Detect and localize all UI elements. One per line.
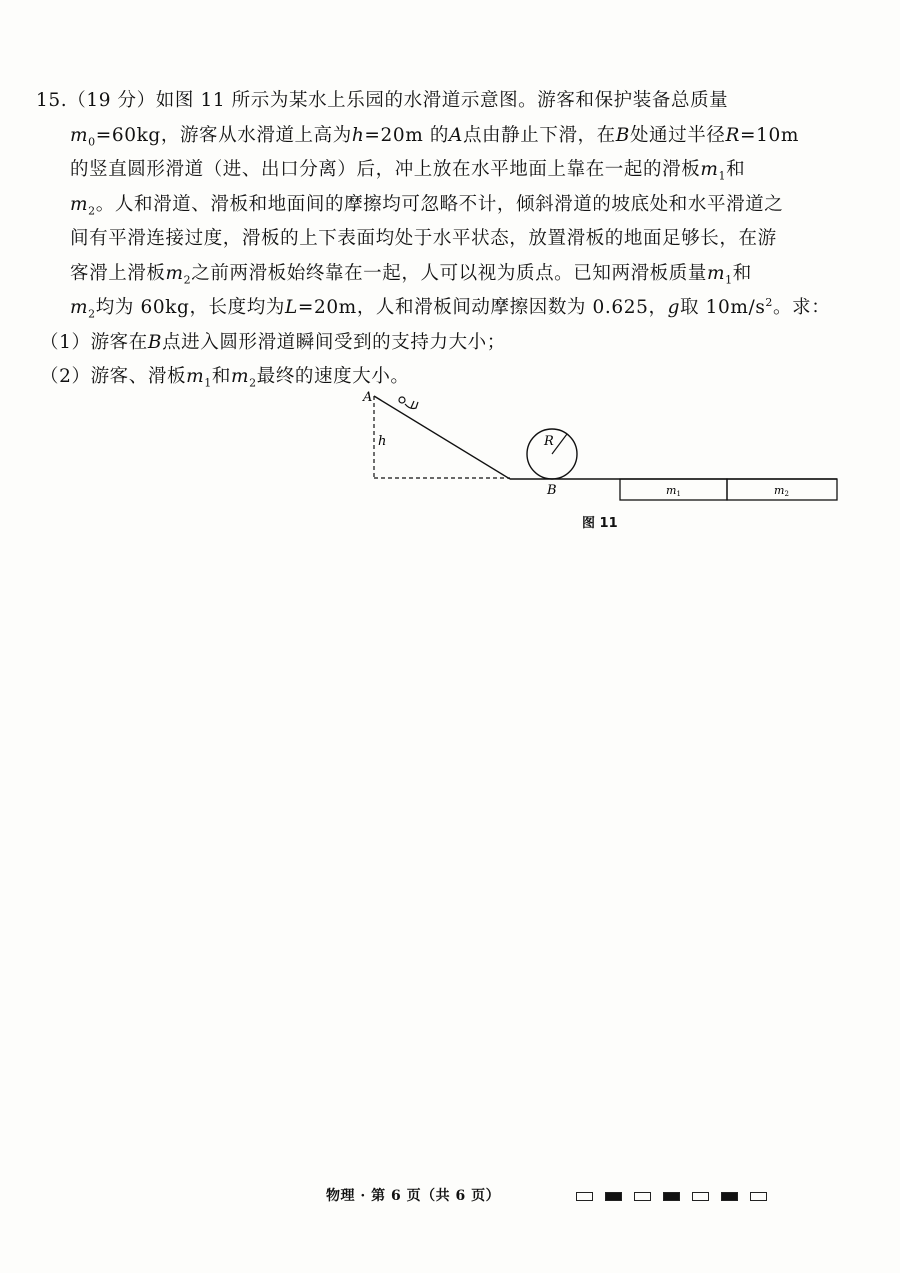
sub-question-1 [36, 326, 851, 361]
radius-line [552, 434, 567, 454]
question-text: 如图 11 所示为某水上乐园的水滑道示意图。游客和保护装备总质量 [155, 90, 729, 111]
footer-mark [750, 1192, 767, 1201]
question-text: 最终的速度大小。 [256, 366, 410, 387]
symbol-m1: m [700, 159, 719, 180]
question-text: 点由静止下滑，在 [462, 124, 616, 146]
footer-mark [576, 1192, 593, 1201]
symbol-R: R [725, 124, 740, 146]
label-B: B [547, 483, 557, 498]
footer-mark [721, 1192, 738, 1201]
symbol-m2: m [230, 366, 250, 387]
symbol-B: B [615, 124, 630, 146]
footer-mark [634, 1192, 651, 1201]
symbol-m2: m [165, 262, 184, 284]
symbol-sub: 1 [718, 169, 727, 183]
question-text: =60kg，游客从水滑道上高为 [95, 124, 352, 146]
symbol-m1: m [186, 366, 205, 387]
label-m1: m1 [666, 484, 681, 498]
question-text: =20m 的 [364, 124, 449, 146]
question-line-6 [36, 257, 851, 292]
question-line-3 [36, 153, 851, 188]
question-score: （19 分） [67, 90, 156, 111]
symbol-A: A [448, 124, 463, 146]
question-number: 15. [36, 90, 68, 111]
question-line-2 [36, 119, 851, 154]
label-R: R [544, 434, 554, 449]
symbol-sub: 2 [88, 307, 96, 321]
question-text: =10m [740, 124, 799, 146]
question-text: =20m，人和滑板间动摩擦因数为 0.625， [297, 297, 668, 318]
tourist-icon [399, 397, 418, 409]
symbol-g: g [667, 297, 681, 318]
question-text: 和 [726, 159, 746, 180]
symbol-sub: 1 [204, 376, 212, 390]
question-text: 和 [211, 366, 231, 387]
symbol-m2: m [70, 193, 89, 215]
question-text: 。人和滑道、滑板和地面间的摩擦均可忽略不计，倾斜滑道的坡底处和水平滑道之 [95, 193, 784, 215]
question-text: 。求： [773, 297, 831, 318]
question-text: 处通过半径 [629, 124, 726, 146]
symbol-sub: 0 [88, 135, 96, 149]
question-text: （1）游客在 [40, 331, 148, 353]
symbol-L: L [284, 297, 298, 318]
question-line-7 [36, 291, 851, 326]
question-line-1 [36, 84, 851, 119]
label-m2: m2 [774, 484, 789, 498]
question-text: （2）游客、滑板 [40, 366, 187, 387]
footer-mark [692, 1192, 709, 1201]
symbol-m0: m [70, 124, 89, 146]
question-text: 取 10m/s [680, 297, 766, 318]
question-text: 的竖直圆形滑道（进、出口分离）后，冲上放在水平地面上靠在一起的滑板 [70, 159, 701, 180]
symbol-sub: 1 [725, 273, 733, 287]
question-text: 之前两滑板始终靠在一起，人可以视为质点。已知两滑板质量 [191, 262, 707, 284]
symbol-sub: 2 [183, 273, 192, 287]
symbol-sup: 2 [765, 295, 774, 309]
page-footer: 物理 · 第 6 页（共 6 页） [326, 1188, 501, 1204]
symbol-sub: 2 [249, 376, 257, 390]
footer-mark [663, 1192, 680, 1201]
question-text: 点进入圆形滑道瞬间受到的支持力大小； [162, 331, 506, 353]
footer-marks [576, 1192, 767, 1201]
question-text: 和 [732, 262, 752, 284]
question-line-4 [36, 188, 851, 223]
footer-mark [605, 1192, 622, 1201]
label-h: h [378, 434, 387, 449]
figure-caption: 图 11 [582, 516, 618, 531]
symbol-h: h [351, 124, 365, 146]
symbol-B: B [147, 331, 163, 353]
symbol-sub: 2 [88, 204, 96, 218]
slope-line [374, 396, 510, 479]
symbol-m1: m [706, 262, 726, 284]
question-line-5: 间有平滑连接过度，滑板的上下表面均处于水平状态，放置滑板的地面足够长，在游 [70, 228, 777, 249]
symbol-m2: m [70, 297, 89, 318]
question-15 [36, 84, 851, 395]
question-text: 均为 60kg，长度均为 [95, 297, 285, 318]
question-text: 客滑上滑板 [70, 262, 166, 284]
label-A: A [363, 390, 373, 405]
